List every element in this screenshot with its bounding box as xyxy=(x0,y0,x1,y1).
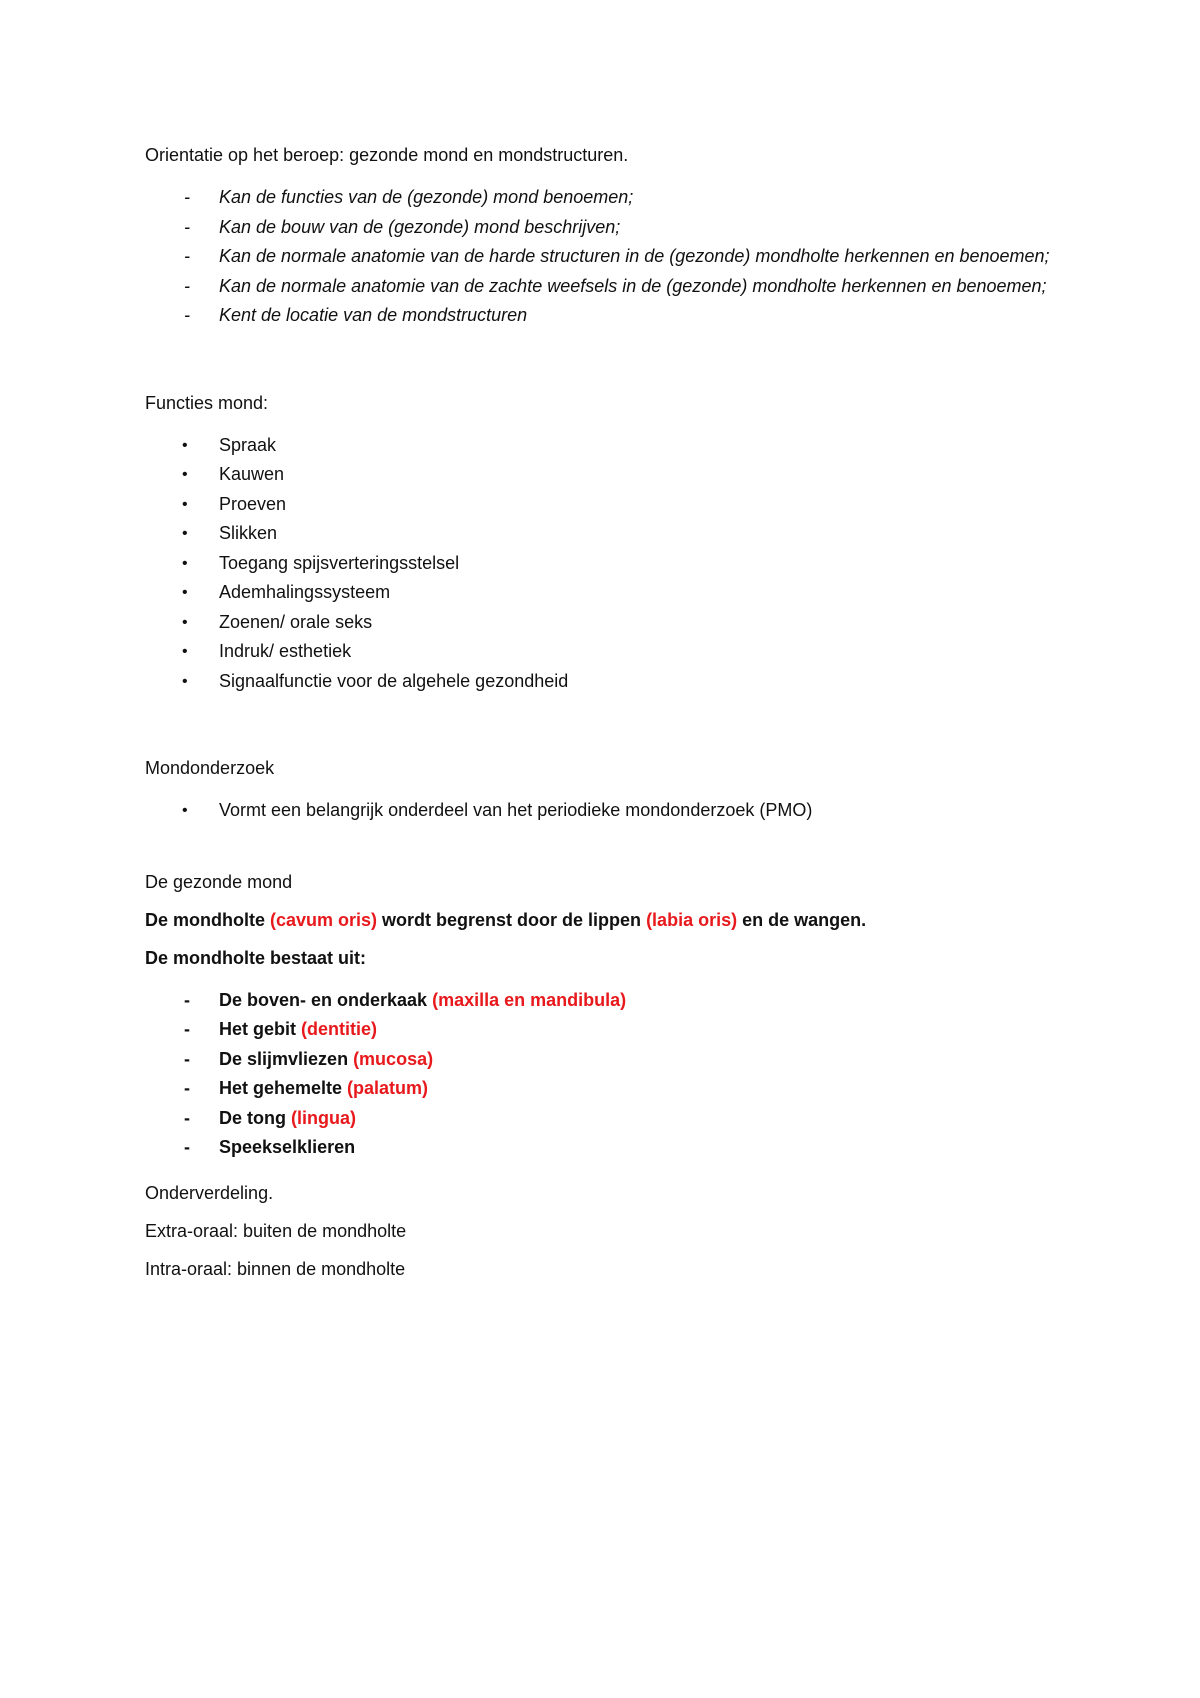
document-content xyxy=(145,145,1065,1297)
bullet-marker: • xyxy=(182,643,188,660)
list-item xyxy=(145,1074,1065,1104)
part-text: Speekselklieren xyxy=(219,1137,356,1157)
list-item xyxy=(145,549,1065,579)
objective-text: Kan de normale anatomie van de harde structuren in de (gezonde) mondholte herkennen en benoemen; xyxy=(219,246,1050,266)
dash-marker: - xyxy=(184,1107,190,1128)
latin-term: (maxilla en mandibula) xyxy=(432,989,627,1010)
onderzoek-text: Vormt een belangrijk onderdeel van het periodieke mondonderzoek (PMO) xyxy=(219,800,813,820)
functie-text: Toegang spijsverteringsstelsel xyxy=(219,552,460,573)
part-text: De boven- en onderkaak xyxy=(219,989,433,1010)
dash-marker: - xyxy=(184,216,190,237)
functie-text: Spraak xyxy=(219,434,277,455)
latin-term: (cavum oris) xyxy=(270,909,378,930)
dash-marker: - xyxy=(184,246,190,266)
objective-text: Kan de functies van de (gezonde) mond benoemen; xyxy=(219,187,634,207)
bullet-marker: • xyxy=(182,466,188,483)
onderzoek-heading: Mondonderzoek xyxy=(145,758,275,778)
list-item xyxy=(145,460,1065,490)
functie-text: Indruk/ esthetiek xyxy=(219,641,352,661)
mondholte-sentence xyxy=(145,910,1065,930)
list-item xyxy=(145,1104,1065,1134)
dash-marker: - xyxy=(184,275,190,296)
bullet-marker: • xyxy=(182,584,188,601)
dash-marker: - xyxy=(184,1048,190,1069)
list-item xyxy=(145,578,1065,608)
functie-text: Kauwen xyxy=(219,464,285,484)
list-item xyxy=(145,1133,1065,1163)
list-item xyxy=(145,796,1065,826)
bullet-marker: • xyxy=(182,672,188,690)
list-item xyxy=(145,1045,1065,1075)
functie-text: Proeven xyxy=(219,493,287,514)
list-item xyxy=(145,519,1065,549)
latin-term: (dentitie) xyxy=(301,1019,378,1039)
dash-marker: - xyxy=(184,187,190,207)
sentence-part: De mondholte xyxy=(145,909,270,930)
functies-list xyxy=(145,431,1065,697)
bullet-marker: • xyxy=(182,525,188,542)
part-text: Het gebit xyxy=(219,1019,302,1039)
list-item xyxy=(145,608,1065,638)
bullet-marker: • xyxy=(182,802,188,819)
extra-oraal-text: Extra-oraal: buiten de mondholte xyxy=(145,1220,407,1241)
list-item xyxy=(145,183,1065,213)
onderverdeling-heading: Onderverdeling. xyxy=(145,1182,274,1203)
list-item xyxy=(145,490,1065,520)
list-item xyxy=(145,986,1065,1016)
dash-marker: - xyxy=(184,989,190,1010)
functie-text: Zoenen/ orale seks xyxy=(219,611,373,632)
dash-marker: - xyxy=(184,1019,190,1039)
list-item xyxy=(145,667,1065,697)
bullet-marker: • xyxy=(182,436,188,454)
latin-term: (lingua) xyxy=(291,1107,356,1128)
functie-text: Slikken xyxy=(219,523,278,543)
functie-text: Ademhalingssysteem xyxy=(219,582,391,602)
part-text: Het gehemelte xyxy=(219,1078,348,1098)
list-item xyxy=(145,272,1065,302)
functie-text: Signaalfunctie voor de algehele gezondheid xyxy=(219,670,569,691)
sentence-part: wordt begrenst door de lippen xyxy=(377,909,647,930)
list-item xyxy=(145,213,1065,243)
parts-list xyxy=(145,986,1065,1163)
bullet-marker: • xyxy=(182,554,188,572)
part-text: De tong xyxy=(219,1107,291,1128)
bestaat-heading: De mondholte bestaat uit: xyxy=(145,947,367,968)
intro-heading: Orientatie op het beroep: gezonde mond en mondstructuren. xyxy=(145,145,629,165)
onderzoek-list xyxy=(145,796,1065,826)
intra-oraal-text: Intra-oraal: binnen de mondholte xyxy=(145,1258,406,1279)
list-item xyxy=(145,431,1065,461)
bullet-marker: • xyxy=(182,613,188,631)
list-item xyxy=(145,242,1065,272)
list-item xyxy=(145,637,1065,667)
latin-term: (labia oris) xyxy=(646,909,738,930)
list-item xyxy=(145,301,1065,331)
objective-text: Kan de normale anatomie van de zachte weefsels in de (gezonde) mondholte herkennen en benoemen; xyxy=(219,275,1047,296)
latin-term: (mucosa) xyxy=(353,1048,434,1069)
objectives-list xyxy=(145,183,1065,331)
bullet-marker: • xyxy=(182,495,188,513)
sentence-part: en de wangen. xyxy=(737,909,867,930)
objective-text: Kan de bouw van de (gezonde) mond beschrijven; xyxy=(219,216,621,237)
latin-term: (palatum) xyxy=(347,1078,429,1098)
dash-marker: - xyxy=(184,305,190,325)
gezond-heading: De gezonde mond xyxy=(145,871,293,892)
list-item xyxy=(145,1015,1065,1045)
dash-marker: - xyxy=(184,1137,190,1157)
functies-heading: Functies mond: xyxy=(145,392,269,413)
objective-text: Kent de locatie van de mondstructuren xyxy=(219,305,528,325)
part-text: De slijmvliezen xyxy=(219,1048,354,1069)
dash-marker: - xyxy=(184,1078,190,1098)
